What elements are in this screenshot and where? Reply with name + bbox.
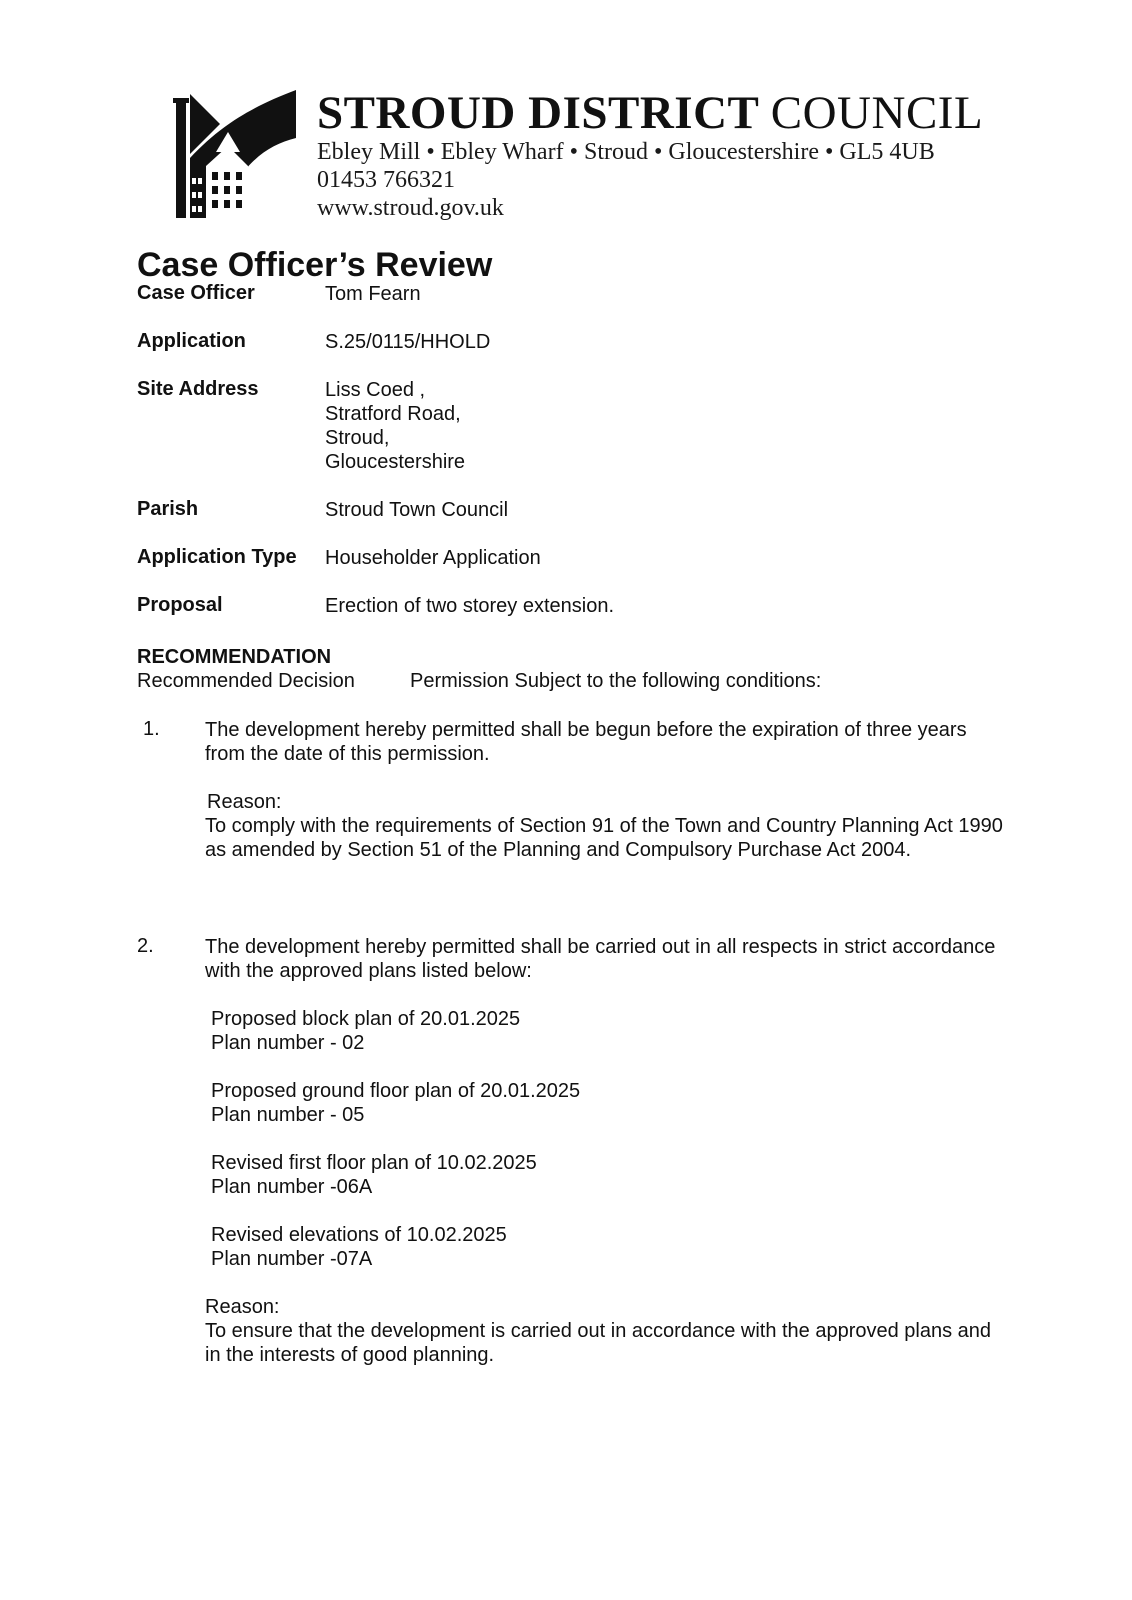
- plan-title: Proposed block plan of 20.01.2025: [211, 1008, 521, 1030]
- case-officer-value: Tom Fearn: [325, 283, 421, 305]
- plan-number: Plan number - 02: [211, 1032, 365, 1054]
- council-name: [317, 87, 984, 139]
- plan-number: Plan number -06A: [211, 1176, 373, 1198]
- council-address: Ebley Mill • Ebley Wharf • Stroud • Gloucestershire • GL5 4UB: [317, 139, 935, 165]
- proposal-label: Proposal: [137, 594, 223, 616]
- parish-label: Parish: [137, 498, 199, 520]
- condition-text: The development hereby permitted shall be carried out in all respects in strict accordance with the approved plans listed below:: [205, 936, 996, 982]
- plan-title: Revised elevations of 10.02.2025: [211, 1224, 507, 1246]
- application-value: S.25/0115/HHOLD: [325, 331, 491, 353]
- site-address-line: Gloucestershire: [325, 451, 466, 473]
- proposal-value: Erection of two storey extension.: [325, 595, 615, 617]
- case-officer-label: Case Officer: [137, 282, 255, 304]
- council-name-bold: STROUD DISTRICT: [317, 87, 759, 139]
- council-logo-mill-icon: [168, 88, 303, 223]
- parish-value: Stroud Town Council: [325, 499, 509, 521]
- site-address-line: Stroud,: [325, 427, 390, 449]
- application-type-value: Householder Application: [325, 547, 541, 569]
- page-title: Case Officer’s Review: [137, 246, 493, 284]
- council-phone: 01453 766321: [317, 167, 455, 193]
- plan-number: Plan number - 05: [211, 1104, 365, 1126]
- condition-reason: To comply with the requirements of Section 91 of the Town and Country Planning Act 1990 as amended by Section 51 of the Planning and Compulsory Purchase Act 2004.: [205, 815, 1003, 861]
- site-address-value: [325, 378, 465, 474]
- plan-title: Proposed ground floor plan of 20.01.2025: [211, 1080, 581, 1102]
- condition-number: 1.: [143, 718, 160, 740]
- plan-title: Revised first floor plan of 10.02.2025: [211, 1152, 537, 1174]
- recommendation-heading: RECOMMENDATION: [137, 646, 332, 668]
- site-address-label: Site Address: [137, 378, 259, 400]
- condition-number: 2.: [137, 935, 154, 957]
- application-type-label: Application Type: [137, 546, 297, 568]
- approved-plan-item: [211, 1151, 537, 1199]
- approved-plan-item: [211, 1007, 520, 1055]
- council-website[interactable]: www.stroud.gov.uk: [317, 195, 504, 221]
- site-address-line: Stratford Road,: [325, 403, 461, 425]
- council-name-light: COUNCIL: [770, 87, 984, 139]
- plan-number: Plan number -07A: [211, 1248, 373, 1270]
- recommended-decision-value: Permission Subject to the following conditions:: [410, 670, 822, 692]
- application-label: Application: [137, 330, 246, 352]
- recommended-decision-label: Recommended Decision: [137, 670, 355, 692]
- approved-plan-item: [211, 1079, 580, 1127]
- condition-text: The development hereby permitted shall be begun before the expiration of three years from the date of this permission.: [205, 719, 967, 765]
- letterhead: [168, 87, 984, 228]
- condition-reason-label: Reason:: [207, 791, 282, 813]
- site-address-line: Liss Coed ,: [325, 379, 426, 401]
- condition-reason: To ensure that the development is carried out in accordance with the approved plans and in the interests of good planning.: [205, 1320, 992, 1366]
- approved-plan-item: [211, 1223, 507, 1271]
- condition-reason-label: Reason:: [205, 1296, 280, 1318]
